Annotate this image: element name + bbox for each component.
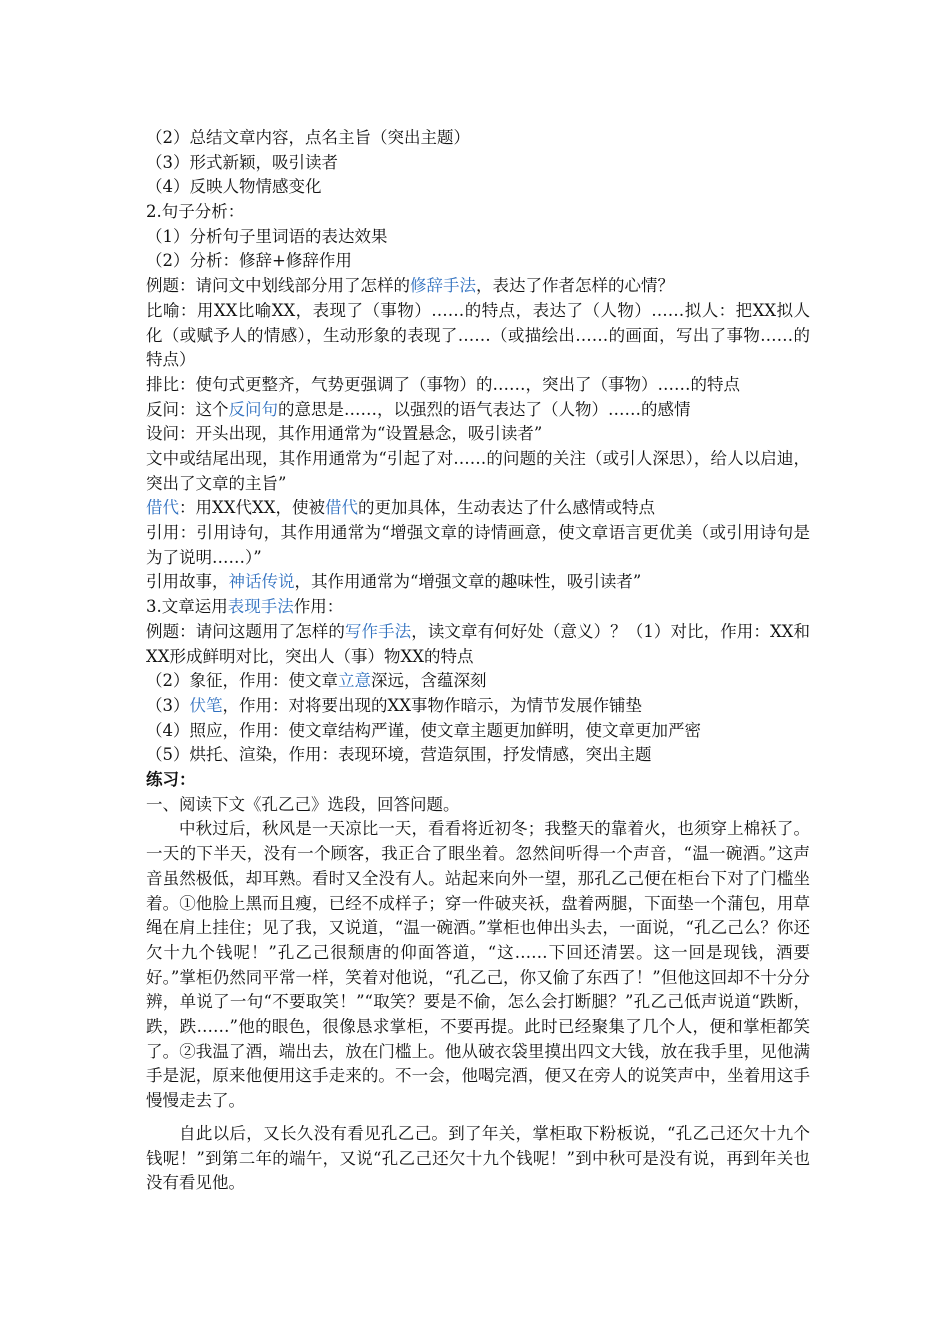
link-rhetoric[interactable]: 修辞手法 — [410, 276, 476, 296]
foreshadowing: （3）伏笔，作用：对将要出现的XX事物作暗示，为情节发展作铺垫 — [146, 695, 642, 715]
section-3-heading: 3.文章运用表现手法作用： — [146, 597, 344, 617]
link-rhetorical-question[interactable]: 反问句 — [228, 399, 278, 419]
parallelism: 排比：使句式更整齐，气势更强调了（事物）的……，突出了（事物）……的特点 — [146, 374, 740, 394]
link-conception[interactable]: 立意 — [338, 671, 371, 691]
symbolism: （2）象征，作用：使文章立意深远，含蕴深刻 — [146, 671, 487, 691]
link-expression-technique[interactable]: 表现手法 — [227, 597, 294, 617]
link-metonymy[interactable]: 借代 — [146, 498, 179, 518]
metaphor-personification: 比喻：用XX比喻XX，表现了（事物）……的特点，表达了（人物）……拟人：把XX拟人化（或赋予人的情感），生动形象的表现了……（或描绘出……的画面，写出了事物……的特点） — [146, 300, 810, 370]
set-question: 设问：开头出现，其作用通常为“设置悬念，吸引读者” — [146, 424, 543, 444]
link-myth[interactable]: 神话传说 — [228, 572, 295, 592]
link-metonymy-2[interactable]: 借代 — [325, 498, 358, 518]
task-1: 一、阅读下文《孔乙己》选段，回答问题。 — [146, 794, 460, 814]
rhetorical-question: 反问：这个反问句的意思是……，以强烈的语气表达了（人物）……的感情 — [146, 399, 691, 419]
link-foreshadowing[interactable]: 伏笔 — [189, 695, 223, 715]
link-writing-technique[interactable]: 写作手法 — [344, 621, 412, 641]
echo: （4）照应，作用：使文章结构严谨，使文章主题更加鲜明，使文章更加严密 — [146, 720, 701, 740]
sentence-point-1: （1）分析句子里词语的表达效果 — [146, 226, 388, 246]
metonymy: 借代：用XX代XX，使被借代的更加具体，生动表达了什么感情或特点 — [146, 498, 655, 518]
example-question-1: 例题：请问文中划线部分用了怎样的修辞手法，表达了作者怎样的心情？ — [146, 276, 674, 296]
passage-paragraph-2: 自此以后，又长久没有看见孔乙己。到了年关，掌柜取下粉板说，“孔乙己还欠十九个钱呢！”到第二年的端午，又说“孔乙己还欠十九个钱呢！”到中秋可是没有说，再到年关也没有看见他。 — [146, 1123, 810, 1193]
set-question-end: 文中或结尾出现，其作用通常为“引起了对……的问题的关注（或引人深思），给人以启迪，突出了文章的主旨” — [146, 448, 810, 493]
passage-paragraph-1: 中秋过后，秋风是一天凉比一天，看看将近初冬；我整天的靠着火，也须穿上棉袄了。一天的下半天，没有一个顾客，我正合了眼坐着。忽然间听得一个声音，“温一碗酒。”这声音虽然极低，却耳熟。看时又全没有人。站起来向外一望，那孔乙己便在柜台下对了门槛坐着。①他脸上黑而且瘦，已经不成样子；穿一件破夹袄，盘着两腿，下面垫一个蒲包，用草绳在肩上挂住；见了我，又说道，“温一碗酒。”掌柜也伸出头去，一面说，“孔乙己么？你还欠十九个钱呢！”孔乙己很颓唐的仰面答道，“这……下回还清罢。这一回是现钱，酒要好。”掌柜仍然同平常一样，笑着对他说，“孔乙己，你又偷了东西了！”但他这回却不十分分辨，单说了一句“不要取笑！”“取笑？要是不偷，怎么会打断腿？”孔乙己低声说道“跌断，跌，跌……”他的眼色，很像恳求掌柜，不要再提。此时已经聚集了几个人，便和掌柜都笑了。②我温了酒，端出去，放在门槛上。他从破衣袋里摸出四文大钱，放在我手里，见他满手是泥，原来他便用这手走来的。不一会，他喝完酒，便又在旁人的说笑声中，坐着用这手慢慢走去了。 — [146, 819, 810, 1111]
sentence-point-2: （2）分析：修辞+修辞作用 — [146, 251, 352, 271]
practice-heading: 练习： — [146, 770, 196, 790]
point-emotion-change: （4）反映人物情感变化 — [146, 177, 322, 197]
set-off: （5）烘托、渲染，作用：表现环境，营造氛围，抒发情感，突出主题 — [146, 745, 652, 765]
quote-story: 引用故事，神话传说，其作用通常为“增强文章的趣味性，吸引读者” — [146, 572, 642, 592]
example-question-2: 例题：请问这题用了怎样的写作手法，读文章有何好处（意义）？（1）对比，作用：XX和XX形成鲜明对比，突出人（事）物XX的特点 — [146, 621, 811, 666]
point-novel-form: （3）形式新颖，吸引读者 — [146, 152, 338, 172]
section-2-heading: 2.句子分析： — [146, 202, 245, 222]
document-body — [146, 126, 810, 1196]
point-summarize: （2）总结文章内容，点名主旨（突出主题） — [146, 128, 470, 147]
quotation: 引用：引用诗句，其作用通常为“增强文章的诗情画意，使文章语言更优美（或引用诗句是为了说明……）” — [146, 523, 810, 567]
